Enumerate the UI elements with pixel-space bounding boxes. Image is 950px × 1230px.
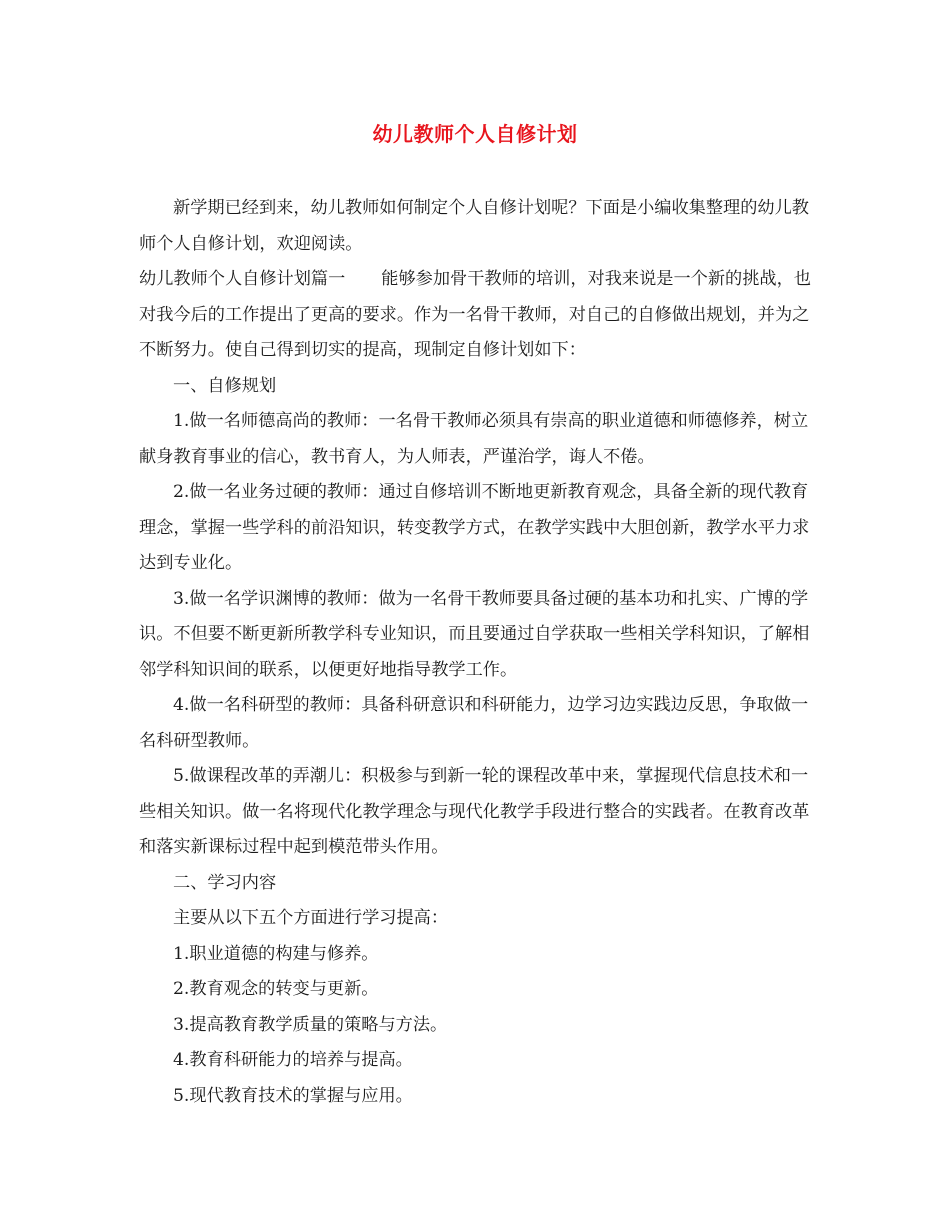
section2-item: 2.教育观念的转变与更新。 — [173, 979, 379, 999]
section2-item: 5.现代教育技术的掌握与应用。 — [173, 1085, 413, 1106]
section1-item: 1.做一名师德高尚的教师：一名骨干教师必须具有崇高的职业道德和师德修养，树立献身教育事业的信心，教书育人，为人师表，严谨治学，诲人不倦。 — [139, 411, 809, 467]
section2-heading: 二、学习内容 — [173, 872, 277, 893]
part-text: 能够参加骨干教师的培训，对我来说是一个新的挑战，也对我今后的工作提出了更高的要求。作为一名骨干教师，对自己的自修做出规划，并为之不断努力。使自己得到切实的提高，现制定自修计划如下： — [139, 269, 811, 360]
section1-item: 3.做一名学识渊博的教师：做为一名骨干教师要具备过硬的基本功和扎实、广博的学识。不但要不断更新所教学科专业知识，而且要通过自学获取一些相关学科知识，了解相邻学科知识间的联系，以便更好地指导教学工作。 — [139, 588, 810, 680]
intro-paragraph: 新学期已经到来，幼儿教师如何制定个人自修计划呢？下面是小编收集整理的幼儿教师个人自修计划，欢迎阅读。 — [139, 198, 809, 254]
section2-item: 3.提高教育教学质量的策略与方法。 — [173, 1014, 448, 1035]
section2-item: 1.职业道德的构建与修养。 — [173, 943, 379, 964]
section2-item: 4.教育科研能力的培养与提高。 — [173, 1050, 413, 1070]
document-title: 幼儿教师个人自修计划 — [372, 122, 578, 146]
section1-item: 4.做一名科研型的教师：具备科研意识和科研能力，边学习边实践边反思，争取做一名科研型教师。 — [139, 695, 809, 751]
section1-item: 5.做课程改革的弄潮儿：积极参与到新一轮的课程改革中来，掌握现代信息技术和一些相关知识。做一名将现代化教学理念与现代化教学手段进行整合的实践者。在教育改革和落实新课标过程中起到模范带头作用。 — [139, 766, 810, 857]
section1-item: 2.做一名业务过硬的教师：通过自修培训不断地更新教育观念，具备全新的现代教育理念，掌握一些学科的前沿知识，转变教学方式，在教学实践中大胆创新，教学水平力求达到专业化。 — [139, 482, 810, 573]
part-label: 幼儿教师个人自修计划篇一 — [139, 269, 346, 289]
document-body — [139, 191, 819, 1114]
section2-lead: 主要从以下五个方面进行学习提高： — [173, 908, 449, 928]
part-paragraph — [139, 262, 819, 369]
section1-heading: 一、自修规划 — [173, 375, 277, 396]
